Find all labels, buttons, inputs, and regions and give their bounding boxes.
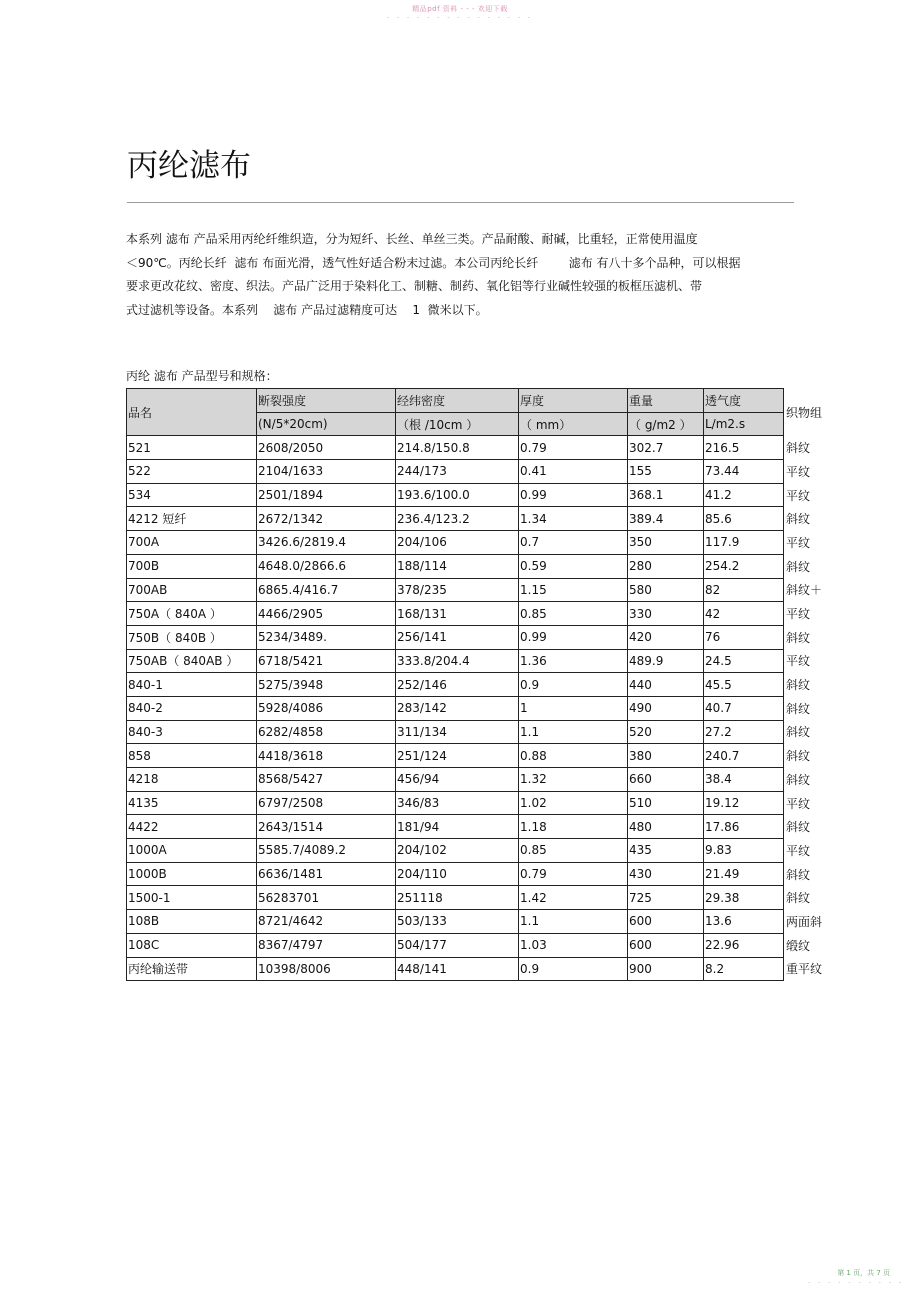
cell-thickness: 1.32 — [519, 768, 628, 792]
cell-weight: 900 — [628, 957, 704, 981]
cell-strength: 5234/3489. — [257, 625, 396, 649]
cell-model: 534 — [127, 483, 257, 507]
title-divider — [127, 202, 794, 203]
cell-thickness: 1.03 — [519, 933, 628, 957]
cell-thickness: 1.1 — [519, 720, 628, 744]
cell-weave: 斜纹 — [784, 862, 803, 886]
table-row — [127, 720, 803, 744]
cell-thickness: 1.02 — [519, 791, 628, 815]
intro-line: 要求更改花纹、密度、织法。产品广泛用于染料化工、制糖、制药、氧化铝等行业碱性较强的板框压滤机、带 — [126, 279, 703, 293]
cell-density: 378/235 — [396, 578, 519, 602]
cell-model: 700A — [127, 531, 257, 555]
cell-density: 251118 — [396, 886, 519, 910]
cell-density: 504/177 — [396, 933, 519, 957]
table-row — [127, 815, 803, 839]
cell-density: 204/102 — [396, 839, 519, 863]
cell-thickness: 0.59 — [519, 554, 628, 578]
cell-thickness: 0.79 — [519, 862, 628, 886]
intro-line: 式过滤机等设备。本系列 滤布 产品过滤精度可达 1 微米以下。 — [126, 302, 488, 317]
cell-thickness: 0.85 — [519, 602, 628, 626]
cell-model: 750AB（ 840AB ） — [127, 649, 257, 673]
header-density: 经纬密度 — [396, 389, 519, 413]
table-row — [127, 933, 803, 957]
cell-weave: 斜纹 — [784, 744, 803, 768]
cell-strength: 10398/8006 — [257, 957, 396, 981]
cell-weight: 380 — [628, 744, 704, 768]
cell-thickness: 0.79 — [519, 436, 628, 460]
table-row — [127, 673, 803, 697]
cell-weight: 430 — [628, 862, 704, 886]
spec-table-body — [127, 436, 823, 981]
cell-weave: 重平纹 — [784, 957, 803, 981]
header-permeability-unit: L/m2.s — [704, 412, 784, 436]
cell-weight: 302.7 — [628, 436, 704, 460]
cell-thickness: 0.9 — [519, 673, 628, 697]
cell-thickness: 0.99 — [519, 483, 628, 507]
cell-permeability: 9.83 — [704, 839, 784, 863]
cell-strength: 5585.7/4089.2 — [257, 839, 396, 863]
cell-permeability: 82 — [704, 578, 784, 602]
cell-permeability: 24.5 — [704, 649, 784, 673]
cell-strength: 2672/1342 — [257, 507, 396, 531]
cell-weight: 489.9 — [628, 649, 704, 673]
cell-weave: 斜纹 — [784, 886, 803, 910]
cell-model: 840-1 — [127, 673, 257, 697]
cell-thickness: 0.9 — [519, 957, 628, 981]
cell-density: 346/83 — [396, 791, 519, 815]
cell-thickness: 1.36 — [519, 649, 628, 673]
cell-thickness: 0.88 — [519, 744, 628, 768]
cell-weight: 330 — [628, 602, 704, 626]
cell-permeability: 73.44 — [704, 460, 784, 484]
cell-weight: 435 — [628, 839, 704, 863]
page-number: 第 1 页，共 7 页 — [837, 1269, 890, 1277]
cell-strength: 6718/5421 — [257, 649, 396, 673]
cell-permeability: 8.2 — [704, 957, 784, 981]
header-density-unit: （根 /10cm ） — [396, 412, 519, 436]
table-row — [127, 602, 803, 626]
cell-weave: 斜纹 — [784, 768, 803, 792]
cell-permeability: 45.5 — [704, 673, 784, 697]
cell-weave: 平纹 — [784, 602, 803, 626]
cell-thickness: 1 — [519, 696, 628, 720]
table-row — [127, 910, 803, 934]
header-permeability: 透气度 — [704, 389, 784, 413]
cell-weave: 平纹 — [784, 649, 803, 673]
header-model: 品名 — [127, 389, 257, 436]
cell-strength: 8568/5427 — [257, 768, 396, 792]
cell-weave: 斜纹 — [784, 815, 803, 839]
table-row — [127, 744, 803, 768]
cell-density: 456/94 — [396, 768, 519, 792]
cell-model: 750A（ 840A ） — [127, 602, 257, 626]
cell-density: 204/110 — [396, 862, 519, 886]
table-row — [127, 839, 803, 863]
cell-permeability: 85.6 — [704, 507, 784, 531]
cell-density: 214.8/150.8 — [396, 436, 519, 460]
cell-model: 丙纶输送带 — [127, 957, 257, 981]
cell-model: 1000A — [127, 839, 257, 863]
cell-density: 244/173 — [396, 460, 519, 484]
cell-density: 181/94 — [396, 815, 519, 839]
cell-model: 521 — [127, 436, 257, 460]
cell-permeability: 76 — [704, 625, 784, 649]
cell-model: 4212 短纤 — [127, 507, 257, 531]
spec-table-caption: 丙纶 滤布 产品型号和规格： — [126, 369, 278, 383]
cell-weave: 平纹 — [784, 839, 803, 863]
spec-table — [126, 388, 823, 981]
cell-strength: 56283701 — [257, 886, 396, 910]
cell-model: 522 — [127, 460, 257, 484]
cell-model: 108C — [127, 933, 257, 957]
cell-density: 333.8/204.4 — [396, 649, 519, 673]
cell-weave: 斜纹 — [784, 625, 803, 649]
header-strength-unit: (N/5*20cm) — [257, 412, 396, 436]
cell-weight: 420 — [628, 625, 704, 649]
header-strength: 断裂强度 — [257, 389, 396, 413]
cell-strength: 8721/4642 — [257, 910, 396, 934]
table-row — [127, 625, 803, 649]
cell-weight: 280 — [628, 554, 704, 578]
cell-permeability: 29.38 — [704, 886, 784, 910]
cell-weight: 600 — [628, 933, 704, 957]
cell-density: 251/124 — [396, 744, 519, 768]
cell-weight: 350 — [628, 531, 704, 555]
intro-line: 本系列 滤布 产品采用丙纶纤维织造，分为短纤、长丝、单丝三类。产品耐酸、耐碱，比重轻，正常使用温度 — [126, 232, 698, 246]
cell-thickness: 0.41 — [519, 460, 628, 484]
top-watermark-note: 精品pdf 资料 - - - 欢迎下载 — [412, 5, 508, 13]
cell-weight: 368.1 — [628, 483, 704, 507]
cell-density: 193.6/100.0 — [396, 483, 519, 507]
cell-weave: 缎纹 — [784, 933, 803, 957]
table-row — [127, 483, 803, 507]
table-row — [127, 460, 803, 484]
cell-weave: 斜纹 — [784, 554, 803, 578]
cell-model: 700AB — [127, 578, 257, 602]
cell-density: 252/146 — [396, 673, 519, 697]
cell-strength: 2501/1894 — [257, 483, 396, 507]
footer-dotted-line: - - - - - - - - - - — [808, 1279, 904, 1286]
cell-weight: 155 — [628, 460, 704, 484]
page-title: 丙纶滤布 — [127, 148, 251, 184]
cell-strength: 2608/2050 — [257, 436, 396, 460]
cell-permeability: 21.49 — [704, 862, 784, 886]
cell-density: 188/114 — [396, 554, 519, 578]
cell-thickness: 1.18 — [519, 815, 628, 839]
cell-weave: 斜纹＋ — [784, 578, 803, 602]
cell-permeability: 27.2 — [704, 720, 784, 744]
cell-strength: 6282/4858 — [257, 720, 396, 744]
cell-thickness: 0.85 — [519, 839, 628, 863]
cell-strength: 2643/1514 — [257, 815, 396, 839]
cell-strength: 6797/2508 — [257, 791, 396, 815]
cell-permeability: 19.12 — [704, 791, 784, 815]
cell-permeability: 17.86 — [704, 815, 784, 839]
cell-permeability: 42 — [704, 602, 784, 626]
cell-weight: 660 — [628, 768, 704, 792]
cell-density: 256/141 — [396, 625, 519, 649]
cell-strength: 2104/1633 — [257, 460, 396, 484]
cell-weave: 平纹 — [784, 483, 803, 507]
header-weight: 重量 — [628, 389, 704, 413]
cell-model: 840-3 — [127, 720, 257, 744]
cell-density: 204/106 — [396, 531, 519, 555]
cell-model: 4135 — [127, 791, 257, 815]
cell-weight: 725 — [628, 886, 704, 910]
cell-permeability: 40.7 — [704, 696, 784, 720]
cell-density: 236.4/123.2 — [396, 507, 519, 531]
cell-thickness: 1.42 — [519, 886, 628, 910]
cell-thickness: 0.99 — [519, 625, 628, 649]
cell-model: 1500-1 — [127, 886, 257, 910]
header-thickness-unit: （ mm） — [519, 412, 628, 436]
table-row — [127, 649, 803, 673]
cell-model: 858 — [127, 744, 257, 768]
table-row — [127, 507, 803, 531]
table-row — [127, 886, 803, 910]
table-row — [127, 578, 803, 602]
table-row — [127, 554, 803, 578]
table-row — [127, 768, 803, 792]
cell-model: 750B（ 840B ） — [127, 625, 257, 649]
intro-line: ＜90℃。丙纶长纤 滤布 布面光滑，透气性好适合粉末过滤。本公司丙纶长纤 滤布 有八十多个品种，可以根据 — [126, 255, 741, 270]
cell-model: 108B — [127, 910, 257, 934]
cell-thickness: 0.7 — [519, 531, 628, 555]
cell-thickness: 1.15 — [519, 578, 628, 602]
cell-thickness: 1.34 — [519, 507, 628, 531]
cell-strength: 5275/3948 — [257, 673, 396, 697]
table-row — [127, 957, 803, 981]
intro-paragraph — [126, 228, 806, 322]
cell-permeability: 22.96 — [704, 933, 784, 957]
cell-weight: 389.4 — [628, 507, 704, 531]
cell-weave: 两面斜 — [784, 910, 803, 934]
cell-weight: 490 — [628, 696, 704, 720]
cell-strength: 4466/2905 — [257, 602, 396, 626]
header-weave: 织物组 — [784, 389, 803, 436]
cell-permeability: 254.2 — [704, 554, 784, 578]
cell-density: 311/134 — [396, 720, 519, 744]
cell-strength: 5928/4086 — [257, 696, 396, 720]
table-row — [127, 531, 803, 555]
table-row — [127, 436, 803, 460]
cell-strength: 8367/4797 — [257, 933, 396, 957]
cell-model: 4218 — [127, 768, 257, 792]
cell-density: 283/142 — [396, 696, 519, 720]
cell-weight: 600 — [628, 910, 704, 934]
cell-density: 168/131 — [396, 602, 519, 626]
cell-weave: 平纹 — [784, 460, 803, 484]
table-row — [127, 791, 803, 815]
cell-thickness: 1.1 — [519, 910, 628, 934]
cell-weave: 平纹 — [784, 531, 803, 555]
header-row — [127, 389, 803, 413]
cell-weave: 平纹 — [784, 791, 803, 815]
cell-density: 448/141 — [396, 957, 519, 981]
cell-weave: 斜纹 — [784, 507, 803, 531]
header-thickness: 厚度 — [519, 389, 628, 413]
cell-strength: 3426.6/2819.4 — [257, 531, 396, 555]
cell-weight: 440 — [628, 673, 704, 697]
cell-weight: 510 — [628, 791, 704, 815]
cell-permeability: 216.5 — [704, 436, 784, 460]
cell-permeability: 13.6 — [704, 910, 784, 934]
cell-weight: 520 — [628, 720, 704, 744]
cell-weight: 480 — [628, 815, 704, 839]
table-row — [127, 696, 803, 720]
cell-strength: 4648.0/2866.6 — [257, 554, 396, 578]
header-weight-unit: （ g/m2 ） — [628, 412, 704, 436]
cell-strength: 4418/3618 — [257, 744, 396, 768]
table-row — [127, 862, 803, 886]
cell-model: 840-2 — [127, 696, 257, 720]
cell-permeability: 240.7 — [704, 744, 784, 768]
cell-strength: 6865.4/416.7 — [257, 578, 396, 602]
cell-permeability: 117.9 — [704, 531, 784, 555]
cell-strength: 6636/1481 — [257, 862, 396, 886]
cell-model: 700B — [127, 554, 257, 578]
cell-weight: 580 — [628, 578, 704, 602]
cell-weave: 斜纹 — [784, 696, 803, 720]
cell-density: 503/133 — [396, 910, 519, 934]
cell-permeability: 41.2 — [704, 483, 784, 507]
cell-weave: 斜纹 — [784, 436, 803, 460]
spec-table-header — [127, 389, 823, 436]
cell-permeability: 38.4 — [704, 768, 784, 792]
cell-weave: 斜纹 — [784, 673, 803, 697]
cell-model: 4422 — [127, 815, 257, 839]
cell-weave: 斜纹 — [784, 720, 803, 744]
top-dotted-line: - - - - - - - - - - - - - - - — [386, 14, 534, 21]
cell-model: 1000B — [127, 862, 257, 886]
